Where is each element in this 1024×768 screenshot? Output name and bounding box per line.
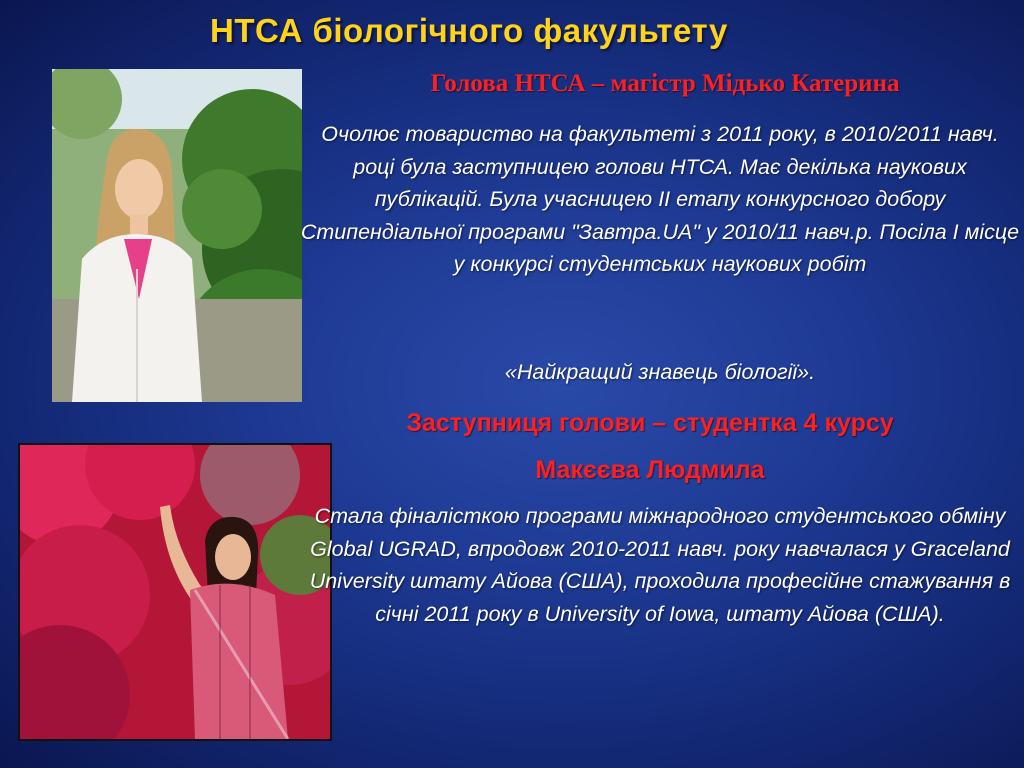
head-bio: Очолює товариство на факультеті з 2011 року, в 2010/2011 навч. році була заступницею голови НТСА. Має декілька наукових публікацій. Була учасницею ІІ етапу конкурсного добору Стипендіальної програми "Завтра.UA" у 2010/11 навч.р. Посіла І місце у конкурсі студентських наукових робіт	[300, 122, 1020, 276]
portrait-image	[20, 445, 330, 739]
deputy-bio: Стала фіналісткою програми міжнародного студентського обміну Global UGRAD, впродовж 2010-2011 навч. року навчалася у Graceland University штату Айова (США), проходила професійне стажування в січні 2011 року в University of Iowa, штату Айова (США).	[309, 504, 1011, 626]
head-quote: «Найкращий знавець біології».	[504, 360, 816, 384]
portrait-image	[52, 69, 302, 402]
deputy-name: Макєєва Людмила	[535, 456, 765, 484]
head-photo	[52, 69, 302, 402]
head-title: Голова НТСА – магістр Мідько Катерина	[430, 70, 900, 97]
deputy-heading: Заступниця голови – студентка 4 курсу	[406, 409, 894, 437]
slide-title: НТСА біологічного факультету	[210, 12, 728, 49]
deputy-photo	[18, 443, 332, 741]
